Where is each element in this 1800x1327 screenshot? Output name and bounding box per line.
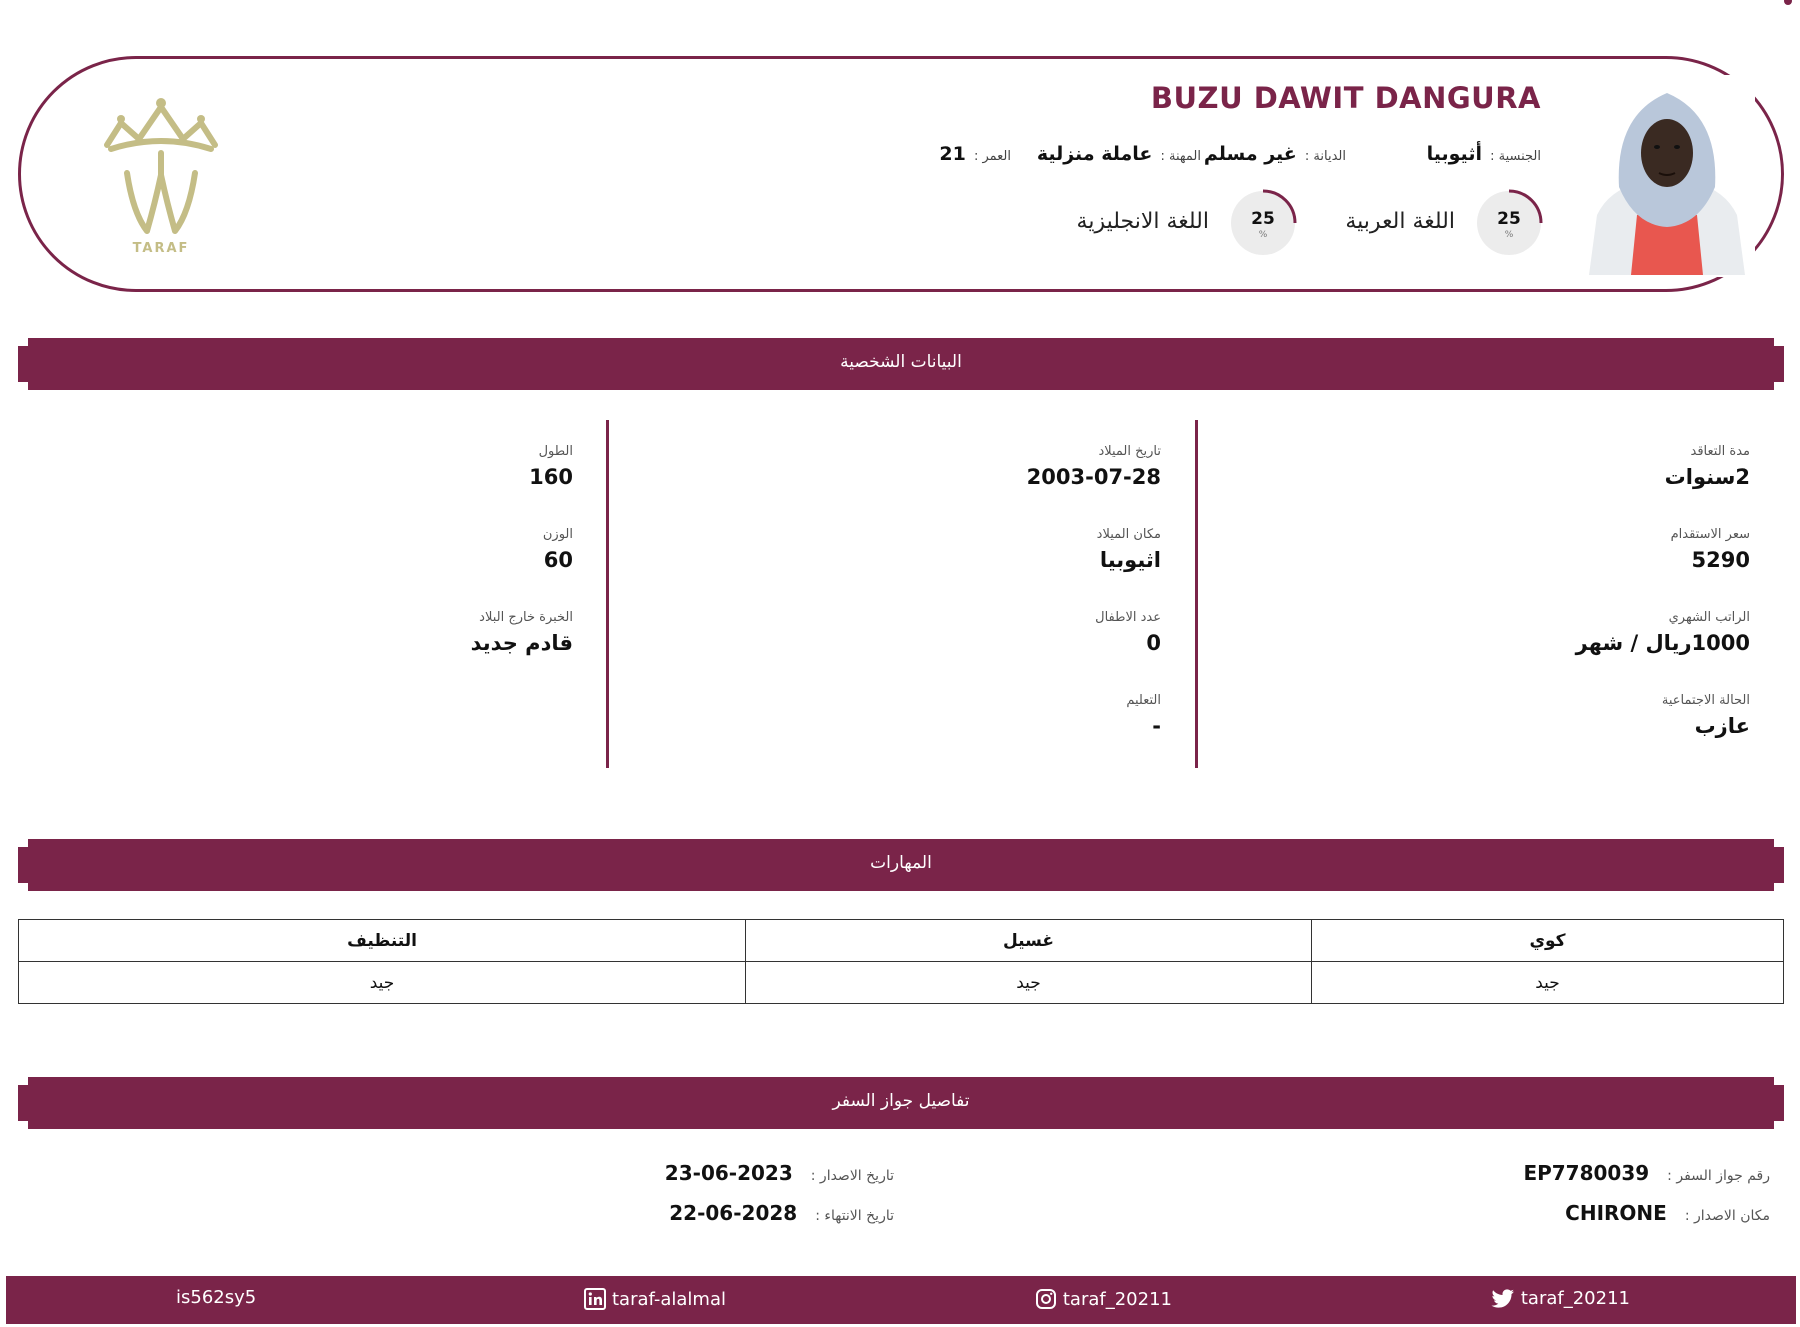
field-label: الخبرة خارج البلاد bbox=[479, 610, 573, 625]
profession-field bbox=[1037, 143, 1201, 165]
percent-sign: % bbox=[1504, 230, 1514, 240]
field-label: تاريخ الاصدار : bbox=[810, 1168, 894, 1184]
field-value: 5290 bbox=[1691, 548, 1750, 572]
field-value: 0 bbox=[1146, 631, 1161, 655]
weight-field bbox=[543, 527, 573, 572]
field-value: 1000ريال / شهر bbox=[1575, 631, 1750, 655]
twitter-handle: taraf_20211 bbox=[1520, 1288, 1630, 1309]
nationality-label: الجنسية : bbox=[1490, 149, 1541, 164]
children-count-field bbox=[1095, 610, 1161, 655]
nationality-value: أثيوبيا bbox=[1426, 143, 1482, 165]
field-value: 60 bbox=[543, 548, 573, 572]
field-value: اثيوبيا bbox=[1099, 548, 1161, 572]
field-value: 2003-07-28 bbox=[1026, 465, 1161, 489]
profession-label: المهنة : bbox=[1160, 149, 1201, 164]
field-label: عدد الاطفال bbox=[1095, 610, 1161, 625]
monthly-salary-field bbox=[1576, 610, 1750, 655]
field-value: - bbox=[1152, 714, 1161, 738]
profile-header bbox=[18, 56, 1784, 292]
height-field bbox=[529, 444, 573, 489]
field-label: الوزن bbox=[542, 527, 573, 542]
field-label: الراتب الشهري bbox=[1668, 610, 1750, 625]
skill-header: التنظيف bbox=[19, 920, 746, 962]
language-name: اللغة الانجليزية bbox=[1076, 209, 1209, 234]
profile-code: is562sy5 bbox=[176, 1287, 257, 1308]
instagram-link[interactable] bbox=[1035, 1288, 1172, 1310]
linkedin-link[interactable] bbox=[584, 1288, 726, 1310]
section-title: تفاصيل جواز السفر bbox=[832, 1091, 970, 1111]
field-value: 160 bbox=[529, 465, 573, 489]
field-value: EP7780039 bbox=[1523, 1161, 1650, 1185]
skill-level: جيد bbox=[1312, 962, 1784, 1004]
section-title: البيانات الشخصية bbox=[840, 352, 962, 372]
skill-header: كوي bbox=[1312, 920, 1784, 962]
field-value: 2028-06-22 bbox=[669, 1201, 798, 1225]
field-label: الحالة الاجتماعية bbox=[1661, 693, 1750, 708]
field-label: مكان الميلاد bbox=[1096, 527, 1161, 542]
field-label: مكان الاصدار : bbox=[1684, 1208, 1770, 1224]
section-bar-skills bbox=[18, 839, 1784, 891]
candidate-name: BUZU DAWIT DANGURA bbox=[1150, 81, 1541, 115]
religion-field bbox=[1204, 143, 1346, 165]
language-english bbox=[995, 191, 1295, 257]
linkedin-handle: taraf-alalmal bbox=[612, 1288, 726, 1310]
field-label: الطول bbox=[538, 444, 573, 459]
field-value: 2سنوات bbox=[1664, 465, 1750, 489]
language-percent: 25 bbox=[1251, 209, 1275, 229]
field-value: عازب bbox=[1694, 714, 1750, 738]
twitter-icon bbox=[1491, 1289, 1515, 1309]
language-name: اللغة العربية bbox=[1345, 209, 1455, 234]
profession-value: عاملة منزلية bbox=[1036, 143, 1153, 165]
linkedin-icon bbox=[584, 1288, 606, 1310]
section-title: المهارات bbox=[870, 853, 932, 873]
education-field bbox=[1126, 693, 1161, 738]
experience-abroad-field bbox=[471, 610, 573, 655]
skill-level: جيد bbox=[746, 962, 1312, 1004]
marital-status-field bbox=[1662, 693, 1750, 738]
instagram-handle: taraf_20211 bbox=[1062, 1288, 1172, 1310]
age-label: العمر : bbox=[973, 149, 1011, 164]
logo-text: TARAF bbox=[132, 241, 190, 256]
passport-place-field bbox=[1565, 1201, 1770, 1225]
field-value: 2023-06-23 bbox=[664, 1161, 793, 1185]
nationality-field bbox=[1427, 143, 1541, 165]
table-row bbox=[19, 920, 1784, 962]
field-label: سعر الاستقدام bbox=[1670, 527, 1750, 542]
contract-duration-field bbox=[1665, 444, 1750, 489]
section-bar-personal bbox=[18, 338, 1784, 390]
column-divider bbox=[606, 420, 609, 768]
skill-level: جيد bbox=[19, 962, 746, 1004]
field-value: قادم جديد bbox=[470, 631, 573, 655]
passport-expiry-date-field bbox=[669, 1201, 894, 1225]
field-label: التعليم bbox=[1126, 693, 1161, 708]
candidate-photo bbox=[1579, 75, 1755, 277]
field-label: رقم جواز السفر : bbox=[1667, 1168, 1770, 1184]
recruitment-price-field bbox=[1671, 527, 1750, 572]
instagram-icon bbox=[1035, 1288, 1057, 1310]
percent-sign: % bbox=[1258, 230, 1268, 240]
language-percent: 25 bbox=[1497, 209, 1521, 229]
field-label: تاريخ الانتهاء : bbox=[815, 1208, 894, 1224]
field-label: مدة التعاقد bbox=[1690, 444, 1750, 459]
birth-place-field bbox=[1097, 527, 1161, 572]
taraf-logo bbox=[81, 93, 241, 263]
passport-issue-date-field bbox=[665, 1161, 894, 1185]
twitter-link[interactable] bbox=[1491, 1288, 1630, 1309]
skills-table bbox=[18, 919, 1784, 1004]
age-field bbox=[939, 143, 1011, 165]
field-label: تاريخ الميلاد bbox=[1098, 444, 1161, 459]
crown-logo-icon bbox=[81, 93, 241, 243]
corner-dot bbox=[1784, 0, 1792, 5]
religion-value: غير مسلم bbox=[1203, 143, 1297, 165]
table-row bbox=[19, 962, 1784, 1004]
birth-date-field bbox=[1027, 444, 1161, 489]
passport-number-field bbox=[1523, 1161, 1770, 1185]
column-divider bbox=[1195, 420, 1198, 768]
skill-header: غسيل bbox=[746, 920, 1312, 962]
religion-label: الديانة : bbox=[1304, 149, 1346, 164]
field-value: CHIRONE bbox=[1565, 1201, 1667, 1225]
section-bar-passport bbox=[18, 1077, 1784, 1129]
footer-bar bbox=[6, 1276, 1796, 1324]
age-value: 21 bbox=[939, 143, 966, 165]
